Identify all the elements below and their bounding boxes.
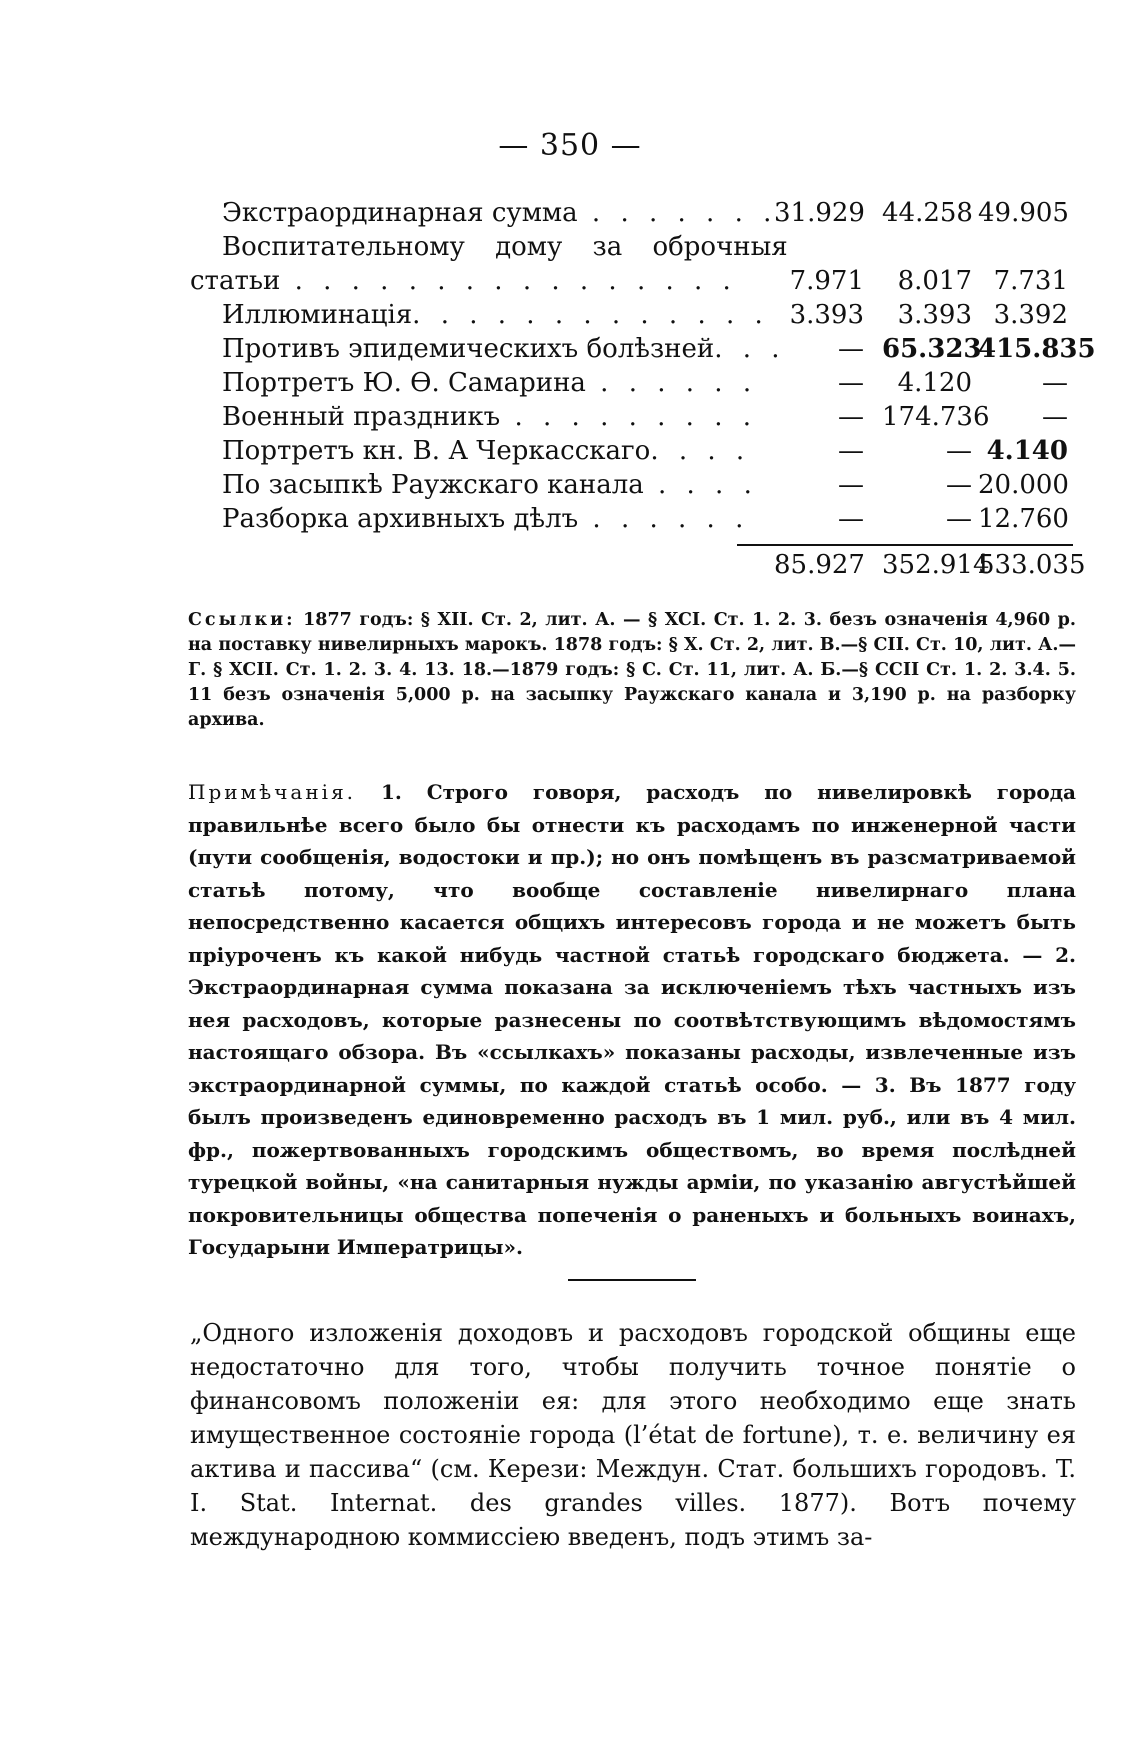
totals-row xyxy=(214,548,1086,582)
value-1877: — xyxy=(838,368,864,398)
table-row xyxy=(190,264,1074,298)
row-dots: . . . . . . . . . xyxy=(500,402,757,432)
value-1878: — xyxy=(946,470,972,500)
notes-lead: Примѣчанія. xyxy=(188,780,357,804)
row-dots: . . . . . . . xyxy=(577,198,778,228)
value-1879: 49.905 xyxy=(978,198,1069,228)
notes-text: 1. Строго говоря, расходъ по нивелировкѣ города правильнѣе всего было бы отнести къ расходамъ по инженерной части (пути сообщенія, водостоки и пр.); но онъ помѣщенъ въ разсматриваемой статьѣ потому, что вообще составленіе нивелирнаго плана непосредственно касается общихъ интересовъ города и не можетъ быть пріуроченъ къ какой нибудь частной статьѣ городскаго бюджета. — 2. Экстраординарная сумма показана за исключеніемъ тѣхъ частныхъ изъ нея расходовъ, которые разнесены по соотвѣтствующимъ вѣдомостямъ настоящаго обзора. Въ «ссылкахъ» показаны расходы, извлеченные изъ экстраординарной суммы, по каждой статьѣ особо. — 3. Въ 1877 году былъ произведенъ единовременно расходъ въ 1 мил. руб., или въ 4 мил. фр., пожертвованныхъ городскимъ обществомъ, во время послѣдней турецкой войны, «на санитарныя нужды арміи, по указанію августѣйшей покровительницы общества попеченія о раненыхъ и больныхъ воинахъ, Государыни Императрицы». xyxy=(188,780,1076,1259)
table-row xyxy=(214,230,1074,264)
references-text: 1877 годъ: § XII. Ст. 2, лит. А. — § XCI. Ст. 1. 2. 3. безъ означенія 4,960 р. на поставку нивелирныхъ марокъ. 1878 годъ: § X. Ст. 2, лит. В.—§ CII. Ст. 10, лит. А.—Г. § XCII. Ст. 1. 2. 3. 4. 13. 18.—1879 годъ: § C. Ст. 11, лит. А. Б.—§ CCII Ст. 1. 2. 3.4. 5. 11 безъ означенія 5,000 р. на засыпку Раужскаго канала и 3,190 р. на разборку архива. xyxy=(188,610,1076,730)
notes-paragraph xyxy=(188,776,1076,1264)
page-number: — 350 — xyxy=(498,128,642,163)
value-1879: 7.731 xyxy=(993,266,1068,296)
body-paragraph: „Одного изложенія доходовъ и расходовъ городской общины еще недостаточно для того, чтобы получить точное понятіе о финансовомъ положеніи ея: для этого необходимо еще знать имущественное состояніе города (l’état de fortune), т. е. величину ея актива и пассива“ (см. Керези: Междун. Стат. большихъ городовъ. T. I. Stat. Internat. des grandes villes. 1877). Вотъ почему международною коммиссіею введенъ, подъ этимъ за- xyxy=(190,1319,1076,1551)
value-1878: 65.323 xyxy=(882,334,982,364)
row-label: По засыпкѣ Раужскаго канала xyxy=(222,470,644,500)
table-row xyxy=(214,366,1074,400)
value-1879: 3.392 xyxy=(993,300,1068,330)
value-1877: 7.971 xyxy=(789,266,864,296)
row-label: Военный праздникъ xyxy=(222,402,501,432)
expense-table xyxy=(190,196,1096,536)
total-1878: 352.914 xyxy=(882,550,990,580)
row-label: Экстраординарная сумма xyxy=(222,198,578,228)
value-1879: 415.835 xyxy=(978,334,1096,364)
section-separator xyxy=(568,1279,696,1281)
row-label: Портретъ кн. В. А Черкасскаго xyxy=(222,436,651,466)
row-label: статьи xyxy=(190,266,281,296)
table-row xyxy=(214,400,1074,434)
table-row xyxy=(214,468,1074,502)
value-1877: — xyxy=(838,470,864,500)
value-1879: 20.000 xyxy=(978,470,1069,500)
value-1877: — xyxy=(838,402,864,432)
value-1879: — xyxy=(1042,368,1068,398)
value-1877: — xyxy=(838,436,864,466)
value-1878: 174.736 xyxy=(882,402,990,432)
value-1877: 3.393 xyxy=(789,300,864,330)
table-row xyxy=(214,502,1074,536)
row-dots: . . . . xyxy=(650,436,751,466)
table-row xyxy=(214,332,1096,366)
references-paragraph xyxy=(188,608,1076,733)
row-label: Противъ эпидемическихъ болѣзней xyxy=(222,334,715,364)
row-dots: . . . . . . . . . . . . . xyxy=(412,300,769,330)
row-dots: . . . . . . xyxy=(578,504,750,534)
row-label: Портретъ Ю. Ѳ. Самарина xyxy=(222,368,586,398)
value-1878: 4.120 xyxy=(897,368,972,398)
row-label: Иллюминація xyxy=(222,300,413,330)
table-row xyxy=(214,196,1074,230)
references-lead: Ссылки: xyxy=(188,610,296,630)
value-1879: 4.140 xyxy=(986,436,1068,466)
value-1877: 31.929 xyxy=(774,198,865,228)
value-1878: — xyxy=(946,504,972,534)
row-dots: . . . . . . xyxy=(585,368,758,398)
value-1879: — xyxy=(1042,402,1068,432)
total-1879: 533.035 xyxy=(978,550,1086,580)
total-1877: 85.927 xyxy=(774,550,865,580)
value-1878: 3.393 xyxy=(897,300,972,330)
value-1878: — xyxy=(946,436,972,466)
table-row xyxy=(214,434,1074,468)
row-label: Воспитательному дому за оброчныя xyxy=(222,232,788,262)
row-dots: . . . . . . . . . . . . . . . . xyxy=(280,266,737,296)
value-1878: 8.017 xyxy=(897,266,972,296)
value-1877: — xyxy=(838,334,864,364)
totals-rule xyxy=(737,544,1073,546)
value-1877: — xyxy=(838,504,864,534)
row-dots: . . . . xyxy=(643,470,758,500)
row-dots: . . . xyxy=(714,334,786,364)
row-label: Разборка архивныхъ дѣлъ xyxy=(222,504,579,534)
value-1879: 12.760 xyxy=(978,504,1069,534)
value-1878: 44.258 xyxy=(882,198,973,228)
table-row xyxy=(214,298,1074,332)
